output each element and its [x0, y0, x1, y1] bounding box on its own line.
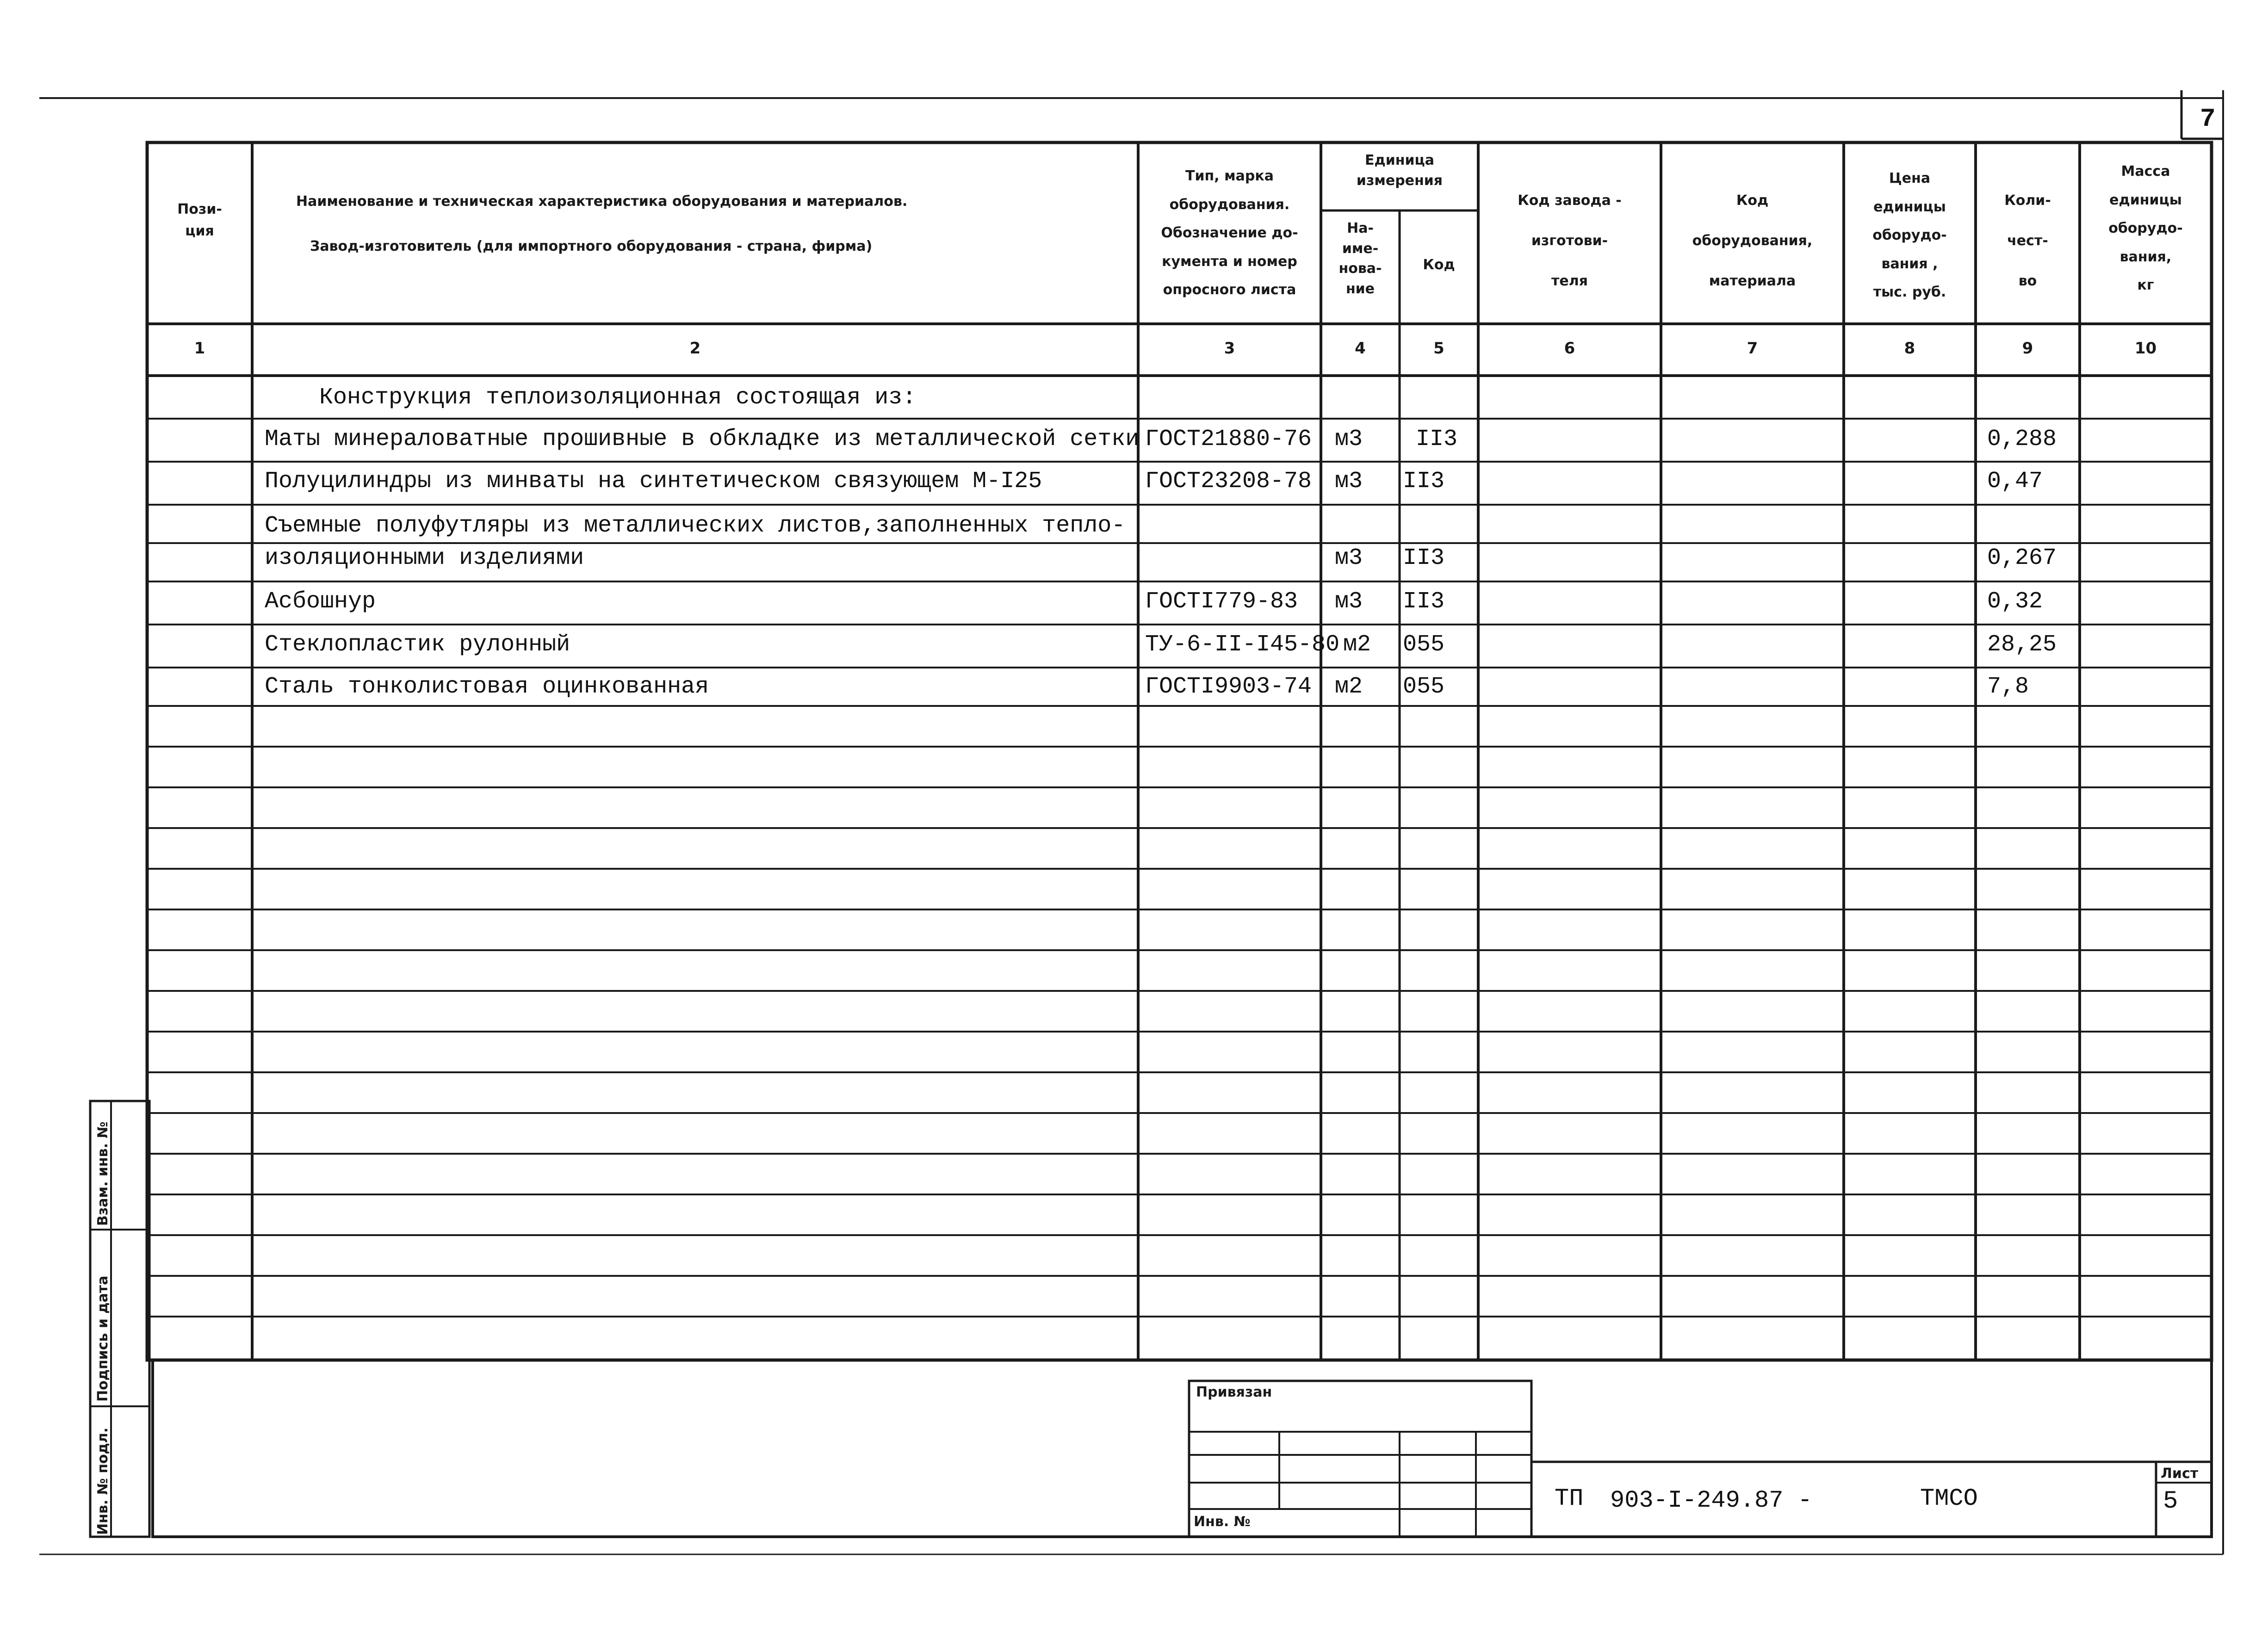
row-5-code: II3 [1403, 545, 1445, 571]
row-2-doc: ГОСТ21880-76 [1145, 426, 1312, 452]
header-position: Пози- ция [177, 201, 222, 239]
row-4-name: Съемные полуфутляры из металлических листов,заполненных тепло- [265, 513, 1126, 539]
corner-sheet-number: 7 [2200, 104, 2216, 134]
privyazan-label: Привязан [1196, 1384, 1272, 1400]
column-number-3: 3 [1224, 339, 1235, 358]
doc-number: 903-I-249.87 - [1610, 1487, 1812, 1514]
row-2-code: II3 [1416, 426, 1458, 452]
row-3-code: II3 [1403, 468, 1445, 495]
column-number-6: 6 [1564, 339, 1575, 358]
row-8-name: Сталь тонколистовая оцинкованная [265, 674, 709, 700]
column-number-10: 10 [2134, 339, 2157, 358]
column-number-5: 5 [1433, 339, 1444, 358]
header-unit-price: Цена единицы оборудо- вания , тыс. руб. [1872, 170, 1947, 300]
header-factory-code: Код завода - изготови- теля [1518, 192, 1622, 289]
row-7-doc: ТУ-6-II-I45-80 [1145, 631, 1340, 658]
inv-no-label: Инв. № [1194, 1514, 1251, 1530]
column-number-8: 8 [1904, 339, 1915, 358]
header-equipment-code: Код оборудования, материала [1692, 192, 1813, 289]
row-8-unit: м2 [1335, 674, 1363, 700]
side-stamp-inv-podl: Инв. № подл. [95, 1427, 111, 1535]
sheet-label: Лист [2161, 1466, 2199, 1482]
row-8-code: 055 [1403, 674, 1445, 700]
header-unit-group: Единица измерения [1356, 152, 1443, 189]
row-6-unit: м3 [1335, 588, 1363, 615]
header-doc-type: Тип, марка оборудования. Обозначение до- кумента и номер опросного листа [1161, 168, 1298, 298]
column-number-1: 1 [194, 339, 205, 358]
row-6-qty: 0,32 [1987, 588, 2043, 615]
row-7-unit: м2 [1343, 631, 1371, 658]
row-5-unit: м3 [1335, 545, 1363, 571]
row-3-unit: м3 [1335, 468, 1363, 495]
header-unit-name: На- име- нова- ние [1338, 220, 1382, 297]
row-5-qty: 0,267 [1987, 545, 2057, 571]
row-7-code: 055 [1403, 631, 1445, 658]
row-8-doc: ГОСТI9903-74 [1145, 674, 1312, 700]
column-number-4: 4 [1355, 339, 1366, 358]
row-5-name: изоляционными изделиями [265, 545, 584, 571]
column-number-7: 7 [1747, 339, 1758, 358]
header-name-line2: Завод-изготовитель (для импортного оборудования - страна, фирма) [310, 238, 873, 254]
row-8-qty: 7,8 [1987, 674, 2029, 700]
row-3-doc: ГОСТ23208-78 [1145, 468, 1312, 495]
row-1-name: Конструкция теплоизоляционная состоящая из: [319, 384, 917, 411]
row-7-name: Стеклопластик рулонный [265, 631, 570, 658]
side-stamp-podpis-data: Подпись и дата [95, 1275, 111, 1402]
row-2-unit: м3 [1335, 426, 1363, 452]
row-6-code: II3 [1403, 588, 1445, 615]
header-unit-code: Код [1423, 257, 1455, 273]
doc-prefix: ТП [1555, 1485, 1584, 1512]
sheet-number: 5 [2163, 1487, 2178, 1515]
row-2-qty: 0,288 [1987, 426, 2057, 452]
column-number-9: 9 [2022, 339, 2033, 358]
row-7-qty: 28,25 [1987, 631, 2057, 658]
row-3-name: Полуцилиндры из минваты на синтетическом связующем М-I25 [265, 468, 1042, 495]
row-6-doc: ГОСТI779-83 [1145, 588, 1298, 615]
header-quantity: Коли- чест- во [2004, 192, 2051, 289]
header-unit-mass: Масса единицы оборудо- вания, кг [2108, 163, 2183, 293]
row-6-name: Асбошнур [265, 588, 376, 615]
header-name-line1: Наименование и техническая характеристика оборудования и материалов. [296, 193, 908, 210]
row-2-name: Маты минераловатные прошивные в обкладке из металлической сетки [265, 426, 1140, 452]
doc-suffix: ТМСО [1920, 1485, 1978, 1512]
side-stamp-vzam-inv: Взам. инв. № [95, 1121, 111, 1226]
column-number-2: 2 [689, 339, 701, 358]
row-3-qty: 0,47 [1987, 468, 2043, 495]
